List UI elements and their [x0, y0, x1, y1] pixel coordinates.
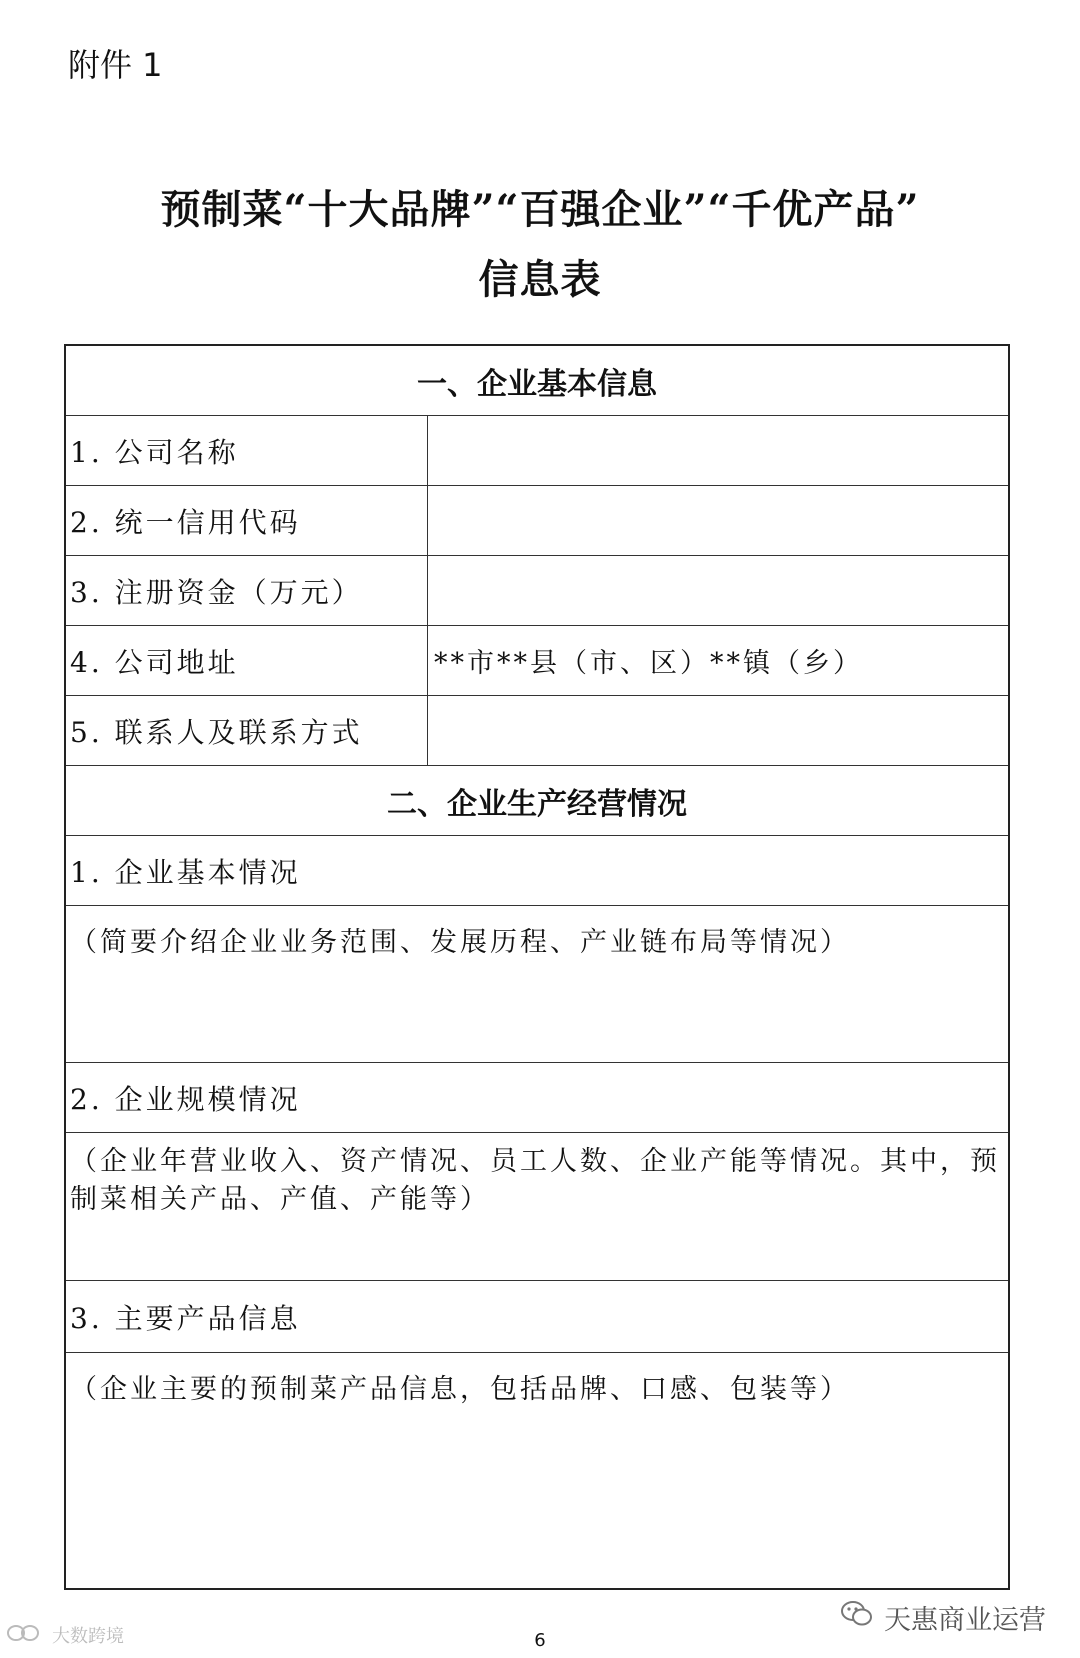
- form-row-company-address: [66, 626, 1008, 696]
- item-label-scale: 2. 企业规模情况: [66, 1063, 1008, 1133]
- watermark-left-text: 大数跨境: [52, 1626, 124, 1647]
- text-area-basic-situation[interactable]: [66, 906, 1008, 1063]
- section-heading-basic-info: [66, 346, 1008, 416]
- field-label: 1. 公司名称: [66, 416, 428, 485]
- company-address-field[interactable]: **市**县（市、区）**镇（乡）: [434, 648, 863, 679]
- credit-code-field[interactable]: [428, 486, 1008, 555]
- field-hint: （简要介绍企业业务范围、发展历程、产业链布局等情况）: [70, 927, 850, 958]
- item-label-main-products: 3. 主要产品信息: [66, 1281, 1008, 1353]
- form-row-contact: [66, 696, 1008, 766]
- item-label-basic-situation: 1. 企业基本情况: [66, 836, 1008, 906]
- section-heading-text: 二、企业生产经营情况: [387, 786, 687, 822]
- attachment-label: 附件 1: [68, 46, 163, 84]
- field-hint: （企业主要的预制菜产品信息，包括品牌、口感、包装等）: [70, 1374, 850, 1405]
- field-label: 2. 统一信用代码: [66, 486, 428, 555]
- page-number: 6: [534, 1630, 546, 1651]
- form-row-company-name: [66, 416, 1008, 486]
- text-area-scale[interactable]: [66, 1133, 1008, 1281]
- section-heading-operations: [66, 766, 1008, 836]
- document-title: 预制菜“十大品牌”“百强企业”“千优产品”: [160, 186, 920, 233]
- contact-field[interactable]: [428, 696, 1008, 765]
- watermark-right-text: 天惠商业运营: [884, 1605, 1046, 1636]
- document-subtitle: 信息表: [478, 256, 602, 303]
- form-row-credit-code: [66, 486, 1008, 556]
- company-name-field[interactable]: [428, 416, 1008, 485]
- field-label: 5. 联系人及联系方式: [66, 696, 428, 765]
- text-area-main-products[interactable]: [66, 1353, 1008, 1588]
- field-hint: （企业年营业收入、资产情况、员工人数、企业产能等情况。其中，预制菜相关产品、产值、产能等）: [70, 1146, 1000, 1215]
- field-label: 3. 注册资金（万元）: [66, 556, 428, 625]
- form-row-registered-capital: [66, 556, 1008, 626]
- info-form-table: [64, 344, 1010, 1590]
- field-label: 4. 公司地址: [66, 626, 428, 695]
- registered-capital-field[interactable]: [428, 556, 1008, 625]
- section-heading-text: 一、企业基本信息: [417, 366, 657, 402]
